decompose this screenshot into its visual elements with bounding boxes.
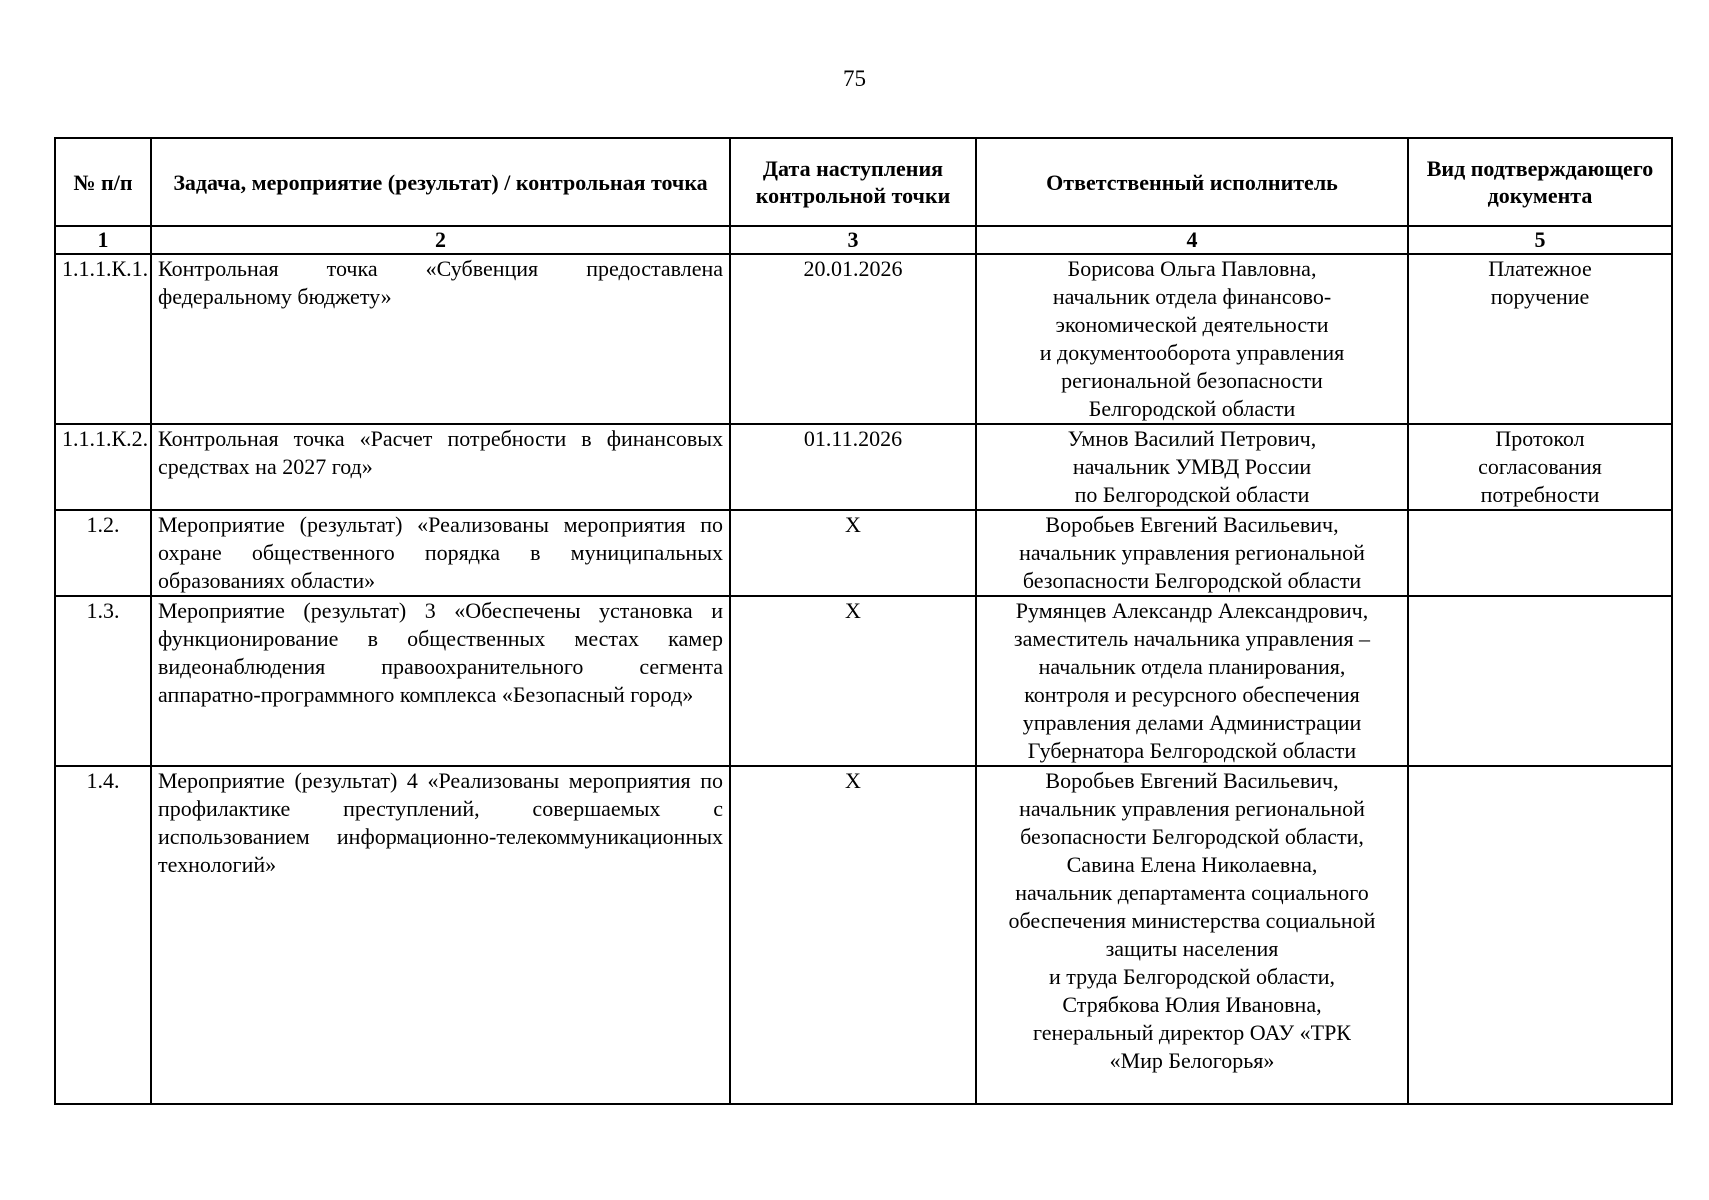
- responsible-line: Губернатора Белгородской области: [1027, 738, 1357, 763]
- responsible-line: Воробьев Евгений Васильевич,: [1045, 768, 1339, 793]
- responsible-line: экономической деятельности: [1055, 312, 1329, 337]
- row-number: 1.3.: [55, 596, 151, 766]
- column-number: 5: [1408, 226, 1672, 254]
- responsible-line: начальник департамента социального: [1015, 880, 1369, 905]
- responsible-executor: [976, 766, 1408, 1104]
- row-number: 1.4.: [55, 766, 151, 1104]
- table-row: [55, 510, 1672, 596]
- control-date: X: [730, 766, 976, 1104]
- responsible-line: безопасности Белгородской области,: [1020, 824, 1364, 849]
- document-type: [1408, 424, 1672, 510]
- table-row: [55, 766, 1672, 1104]
- column-number: 4: [976, 226, 1408, 254]
- responsible-executor: [976, 254, 1408, 424]
- column-number: 3: [730, 226, 976, 254]
- task-text: Контрольная точка «Расчет потребности в финансовых средствах на 2027 год»: [151, 424, 730, 510]
- table-row: [55, 424, 1672, 510]
- table-header-row: [55, 138, 1672, 226]
- responsible-line: Румянцев Александр Александрович,: [1015, 598, 1369, 623]
- header-num: № п/п: [55, 138, 151, 226]
- responsible-line: Борисова Ольга Павловна,: [1067, 256, 1317, 281]
- document-line: поручение: [1490, 284, 1590, 309]
- responsible-line: начальник управления региональной: [1019, 540, 1365, 565]
- task-text: Мероприятие (результат) 3 «Обеспечены установка и функционирование в общественных местах камер видеонаблюдения правоохранительного сегмента аппаратно-программного комплекса «Безопасный город»: [151, 596, 730, 766]
- responsible-line: начальник управления региональной: [1019, 796, 1365, 821]
- responsible-line: и документооборота управления: [1039, 340, 1345, 365]
- responsible-line: по Белгородской области: [1074, 482, 1310, 507]
- document-line: Протокол: [1495, 426, 1585, 451]
- header-document: Вид подтверждающего документа: [1408, 138, 1672, 226]
- document-line: потребности: [1480, 482, 1600, 507]
- responsible-line: управления делами Администрации: [1022, 710, 1362, 735]
- responsible-line: генеральный директор ОАУ «ТРК: [1033, 1020, 1351, 1045]
- control-date: 01.11.2026: [730, 424, 976, 510]
- document-type: [1408, 766, 1672, 1104]
- header-responsible: Ответственный исполнитель: [976, 138, 1408, 226]
- responsible-line: начальник отдела планирования,: [1038, 654, 1346, 679]
- task-text: Мероприятие (результат) «Реализованы мероприятия по охране общественного порядка в муниципальных образованиях области»: [151, 510, 730, 596]
- responsible-executor: [976, 596, 1408, 766]
- responsible-line: заместитель начальника управления –: [1013, 626, 1371, 651]
- column-number: 2: [151, 226, 730, 254]
- document-type: [1408, 510, 1672, 596]
- table-row: [55, 254, 1672, 424]
- responsible-line: начальник отдела финансово-: [1052, 284, 1332, 309]
- control-date: 20.01.2026: [730, 254, 976, 424]
- control-date: X: [730, 510, 976, 596]
- control-points-table: [54, 137, 1673, 1105]
- responsible-line: Умнов Василий Петрович,: [1067, 426, 1317, 451]
- responsible-line: обеспечения министерства социальной: [1008, 908, 1376, 933]
- row-number: 1.1.1.К.2.: [55, 424, 151, 510]
- document-line: Платежное: [1488, 256, 1592, 281]
- responsible-line: Стрябкова Юлия Ивановна,: [1062, 992, 1322, 1017]
- control-date: X: [730, 596, 976, 766]
- responsible-line: защиты населения: [1105, 936, 1279, 961]
- responsible-line: «Мир Белогорья»: [1109, 1048, 1275, 1073]
- responsible-executor: [976, 510, 1408, 596]
- responsible-line: Белгородской области: [1088, 396, 1296, 421]
- responsible-line: Савина Елена Николаевна,: [1066, 852, 1318, 877]
- document-type: [1408, 254, 1672, 424]
- row-number: 1.1.1.К.1.: [55, 254, 151, 424]
- header-date: Дата наступления контрольной точки: [730, 138, 976, 226]
- page-number: 75: [843, 66, 866, 91]
- task-text: Мероприятие (результат) 4 «Реализованы мероприятия по профилактике преступлений, совершаемых с использованием информационно-телекоммуникационных технологий»: [151, 766, 730, 1104]
- responsible-line: начальник УМВД России: [1072, 454, 1312, 479]
- responsible-line: региональной безопасности: [1061, 368, 1323, 393]
- header-task: Задача, мероприятие (результат) / контрольная точка: [151, 138, 730, 226]
- responsible-line: и труда Белгородской области,: [1049, 964, 1335, 989]
- responsible-executor: [976, 424, 1408, 510]
- task-text: Контрольная точка «Субвенция предоставлена федеральному бюджету»: [151, 254, 730, 424]
- row-number: 1.2.: [55, 510, 151, 596]
- responsible-line: контроля и ресурсного обеспечения: [1024, 682, 1360, 707]
- column-number: 1: [55, 226, 151, 254]
- responsible-line: безопасности Белгородской области: [1022, 568, 1362, 593]
- responsible-line: Воробьев Евгений Васильевич,: [1045, 512, 1339, 537]
- document-type: [1408, 596, 1672, 766]
- column-number-row: [55, 226, 1672, 254]
- document-line: согласования: [1478, 454, 1602, 479]
- table-row: [55, 596, 1672, 766]
